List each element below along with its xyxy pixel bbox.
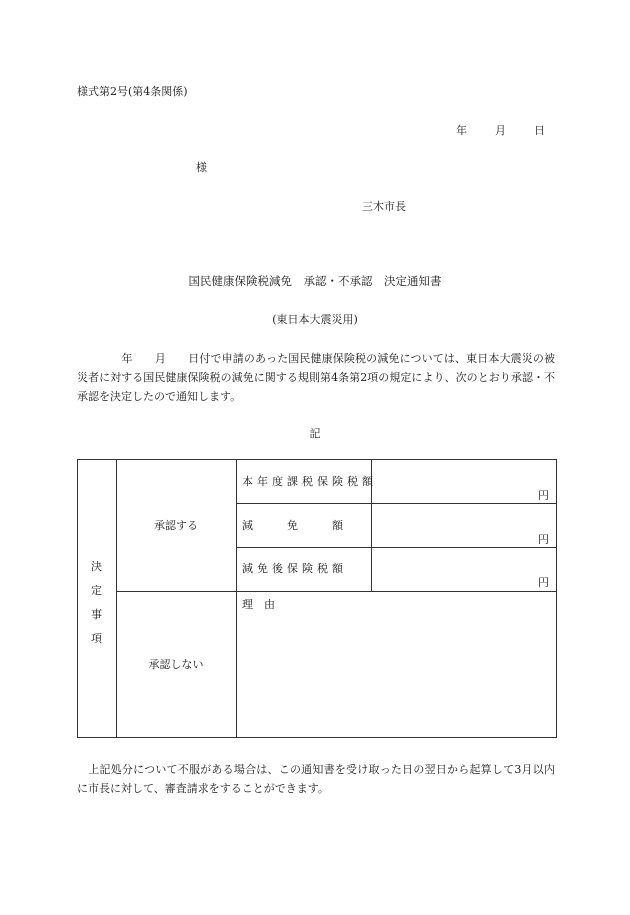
approve-label: 承認する xyxy=(154,519,198,532)
issuer-name: 三木市長 xyxy=(362,200,406,213)
decision-items-label: 決 定 事 項 xyxy=(91,560,102,645)
reject-label: 承認しない xyxy=(148,658,204,671)
recipient-suffix: 様 xyxy=(196,161,207,174)
post-reduction-tax-label: 減免後保険税額 xyxy=(242,562,347,575)
appeal-notice: 上記処分について不服がある場合は、この通知書を受け取った日の翌日から起算して3月以内に市長に対して、審査請求をすることができます。 xyxy=(77,763,555,795)
date-year: 年 xyxy=(456,124,467,137)
date-month: 月 xyxy=(495,124,506,137)
date-day: 日 xyxy=(534,124,545,137)
yen-unit: 円 xyxy=(538,489,549,502)
reduction-amount-label: 減 免 額 xyxy=(242,519,347,532)
reason-label: 理 由 xyxy=(242,598,275,611)
ki-heading: 記 xyxy=(309,427,321,440)
document-title: 国民健康保険税減免 承認・不承認 決定通知書 xyxy=(188,274,442,288)
yen-unit: 円 xyxy=(538,576,549,589)
date-line xyxy=(456,125,545,136)
body-paragraph: 年 月 日付で申請のあった国民健康保険税の減免については、東日本大震災の被災者に対する国民健康保険税の減免に関する規則第4条第2項の規定により、次のとおり承認・不承認を決定したので通知します。 xyxy=(77,352,555,403)
form-number: 様式第2号(第4条関係) xyxy=(77,85,188,98)
document-subtitle: (東日本大震災用) xyxy=(272,313,358,326)
yen-unit: 円 xyxy=(538,533,549,546)
decision-table xyxy=(77,459,557,738)
current-tax-amount-label: 本年度課税保険税額 xyxy=(242,475,377,488)
